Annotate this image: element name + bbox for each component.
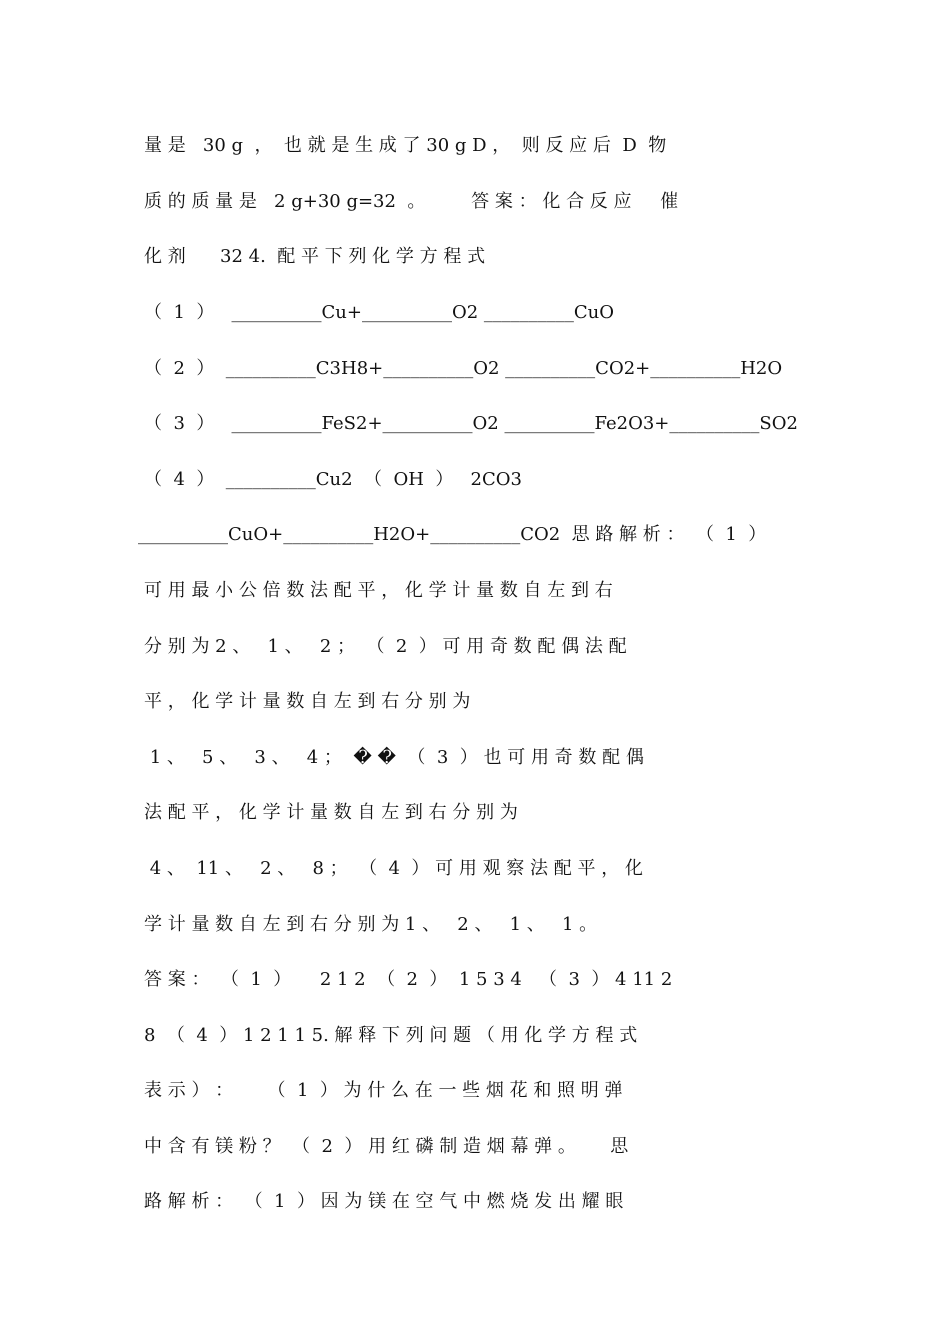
- text-line: （ 2 ） __________C3H8+__________O2 __________CO2+__________H2O: [144, 358, 783, 379]
- text-line: 平 ， 化 学 计 量 数 自 左 到 右 分 别 为: [144, 691, 471, 712]
- text-line: 答 案 ： （ 1 ） 2 1 2 （ 2 ） 1 5 3 4 （ 3 ） 4 11 2: [144, 969, 673, 990]
- text-line: 法 配 平 ， 化 学 计 量 数 自 左 到 右 分 别 为: [144, 802, 518, 823]
- text-line: 化 剂 32 4. 配 平 下 列 化 学 方 程 式: [144, 246, 486, 267]
- text-line: 学 计 量 数 自 左 到 右 分 别 为 1 、 2 、 1 、 1 。: [144, 914, 598, 935]
- text-line: （ 4 ） __________Cu2 （ OH ） 2CO3: [144, 469, 522, 490]
- text-line: 表 示 ） ： （ 1 ） 为 什 么 在 一 些 烟 花 和 照 明 弹: [144, 1080, 623, 1101]
- text-line: 8 （ 4 ） 1 2 1 1 5. 解 释 下 列 问 题 （ 用 化 学 方 程 式: [144, 1025, 638, 1046]
- text-line: __________CuO+__________H2O+__________CO2 思 路 解 析 ： （ 1 ）: [138, 524, 767, 545]
- text-line: 量 是 30 g ， 也 就 是 生 成 了 30 g D ， 则 反 应 后 D 物: [144, 135, 667, 156]
- text-line: 质 的 质 量 是 2 g+30 g=32 。 答 案 ： 化 合 反 应 催: [144, 191, 679, 212]
- text-line: （ 3 ） __________FeS2+__________O2 __________Fe2O3+__________SO2: [144, 413, 798, 434]
- text-line: 4 、 11 、 2 、 8 ； （ 4 ） 可 用 观 察 法 配 平 ， 化: [144, 858, 643, 879]
- text-line: 1 、 5 、 3 、 4 ； � � （ 3 ） 也 可 用 奇 数 配 偶: [144, 747, 644, 768]
- text-line: （ 1 ） __________Cu+__________O2 __________CuO: [144, 302, 615, 323]
- text-line: 中 含 有 镁 粉 ？ （ 2 ） 用 红 磷 制 造 烟 幕 弹 。 思: [144, 1136, 629, 1157]
- text-line: 可 用 最 小 公 倍 数 法 配 平 ， 化 学 计 量 数 自 左 到 右: [144, 580, 613, 601]
- text-line: 路 解 析 ： （ 1 ） 因 为 镁 在 空 气 中 燃 烧 发 出 耀 眼: [144, 1191, 624, 1212]
- text-line: 分 别 为 2 、 1 、 2 ； （ 2 ） 可 用 奇 数 配 偶 法 配: [144, 636, 627, 657]
